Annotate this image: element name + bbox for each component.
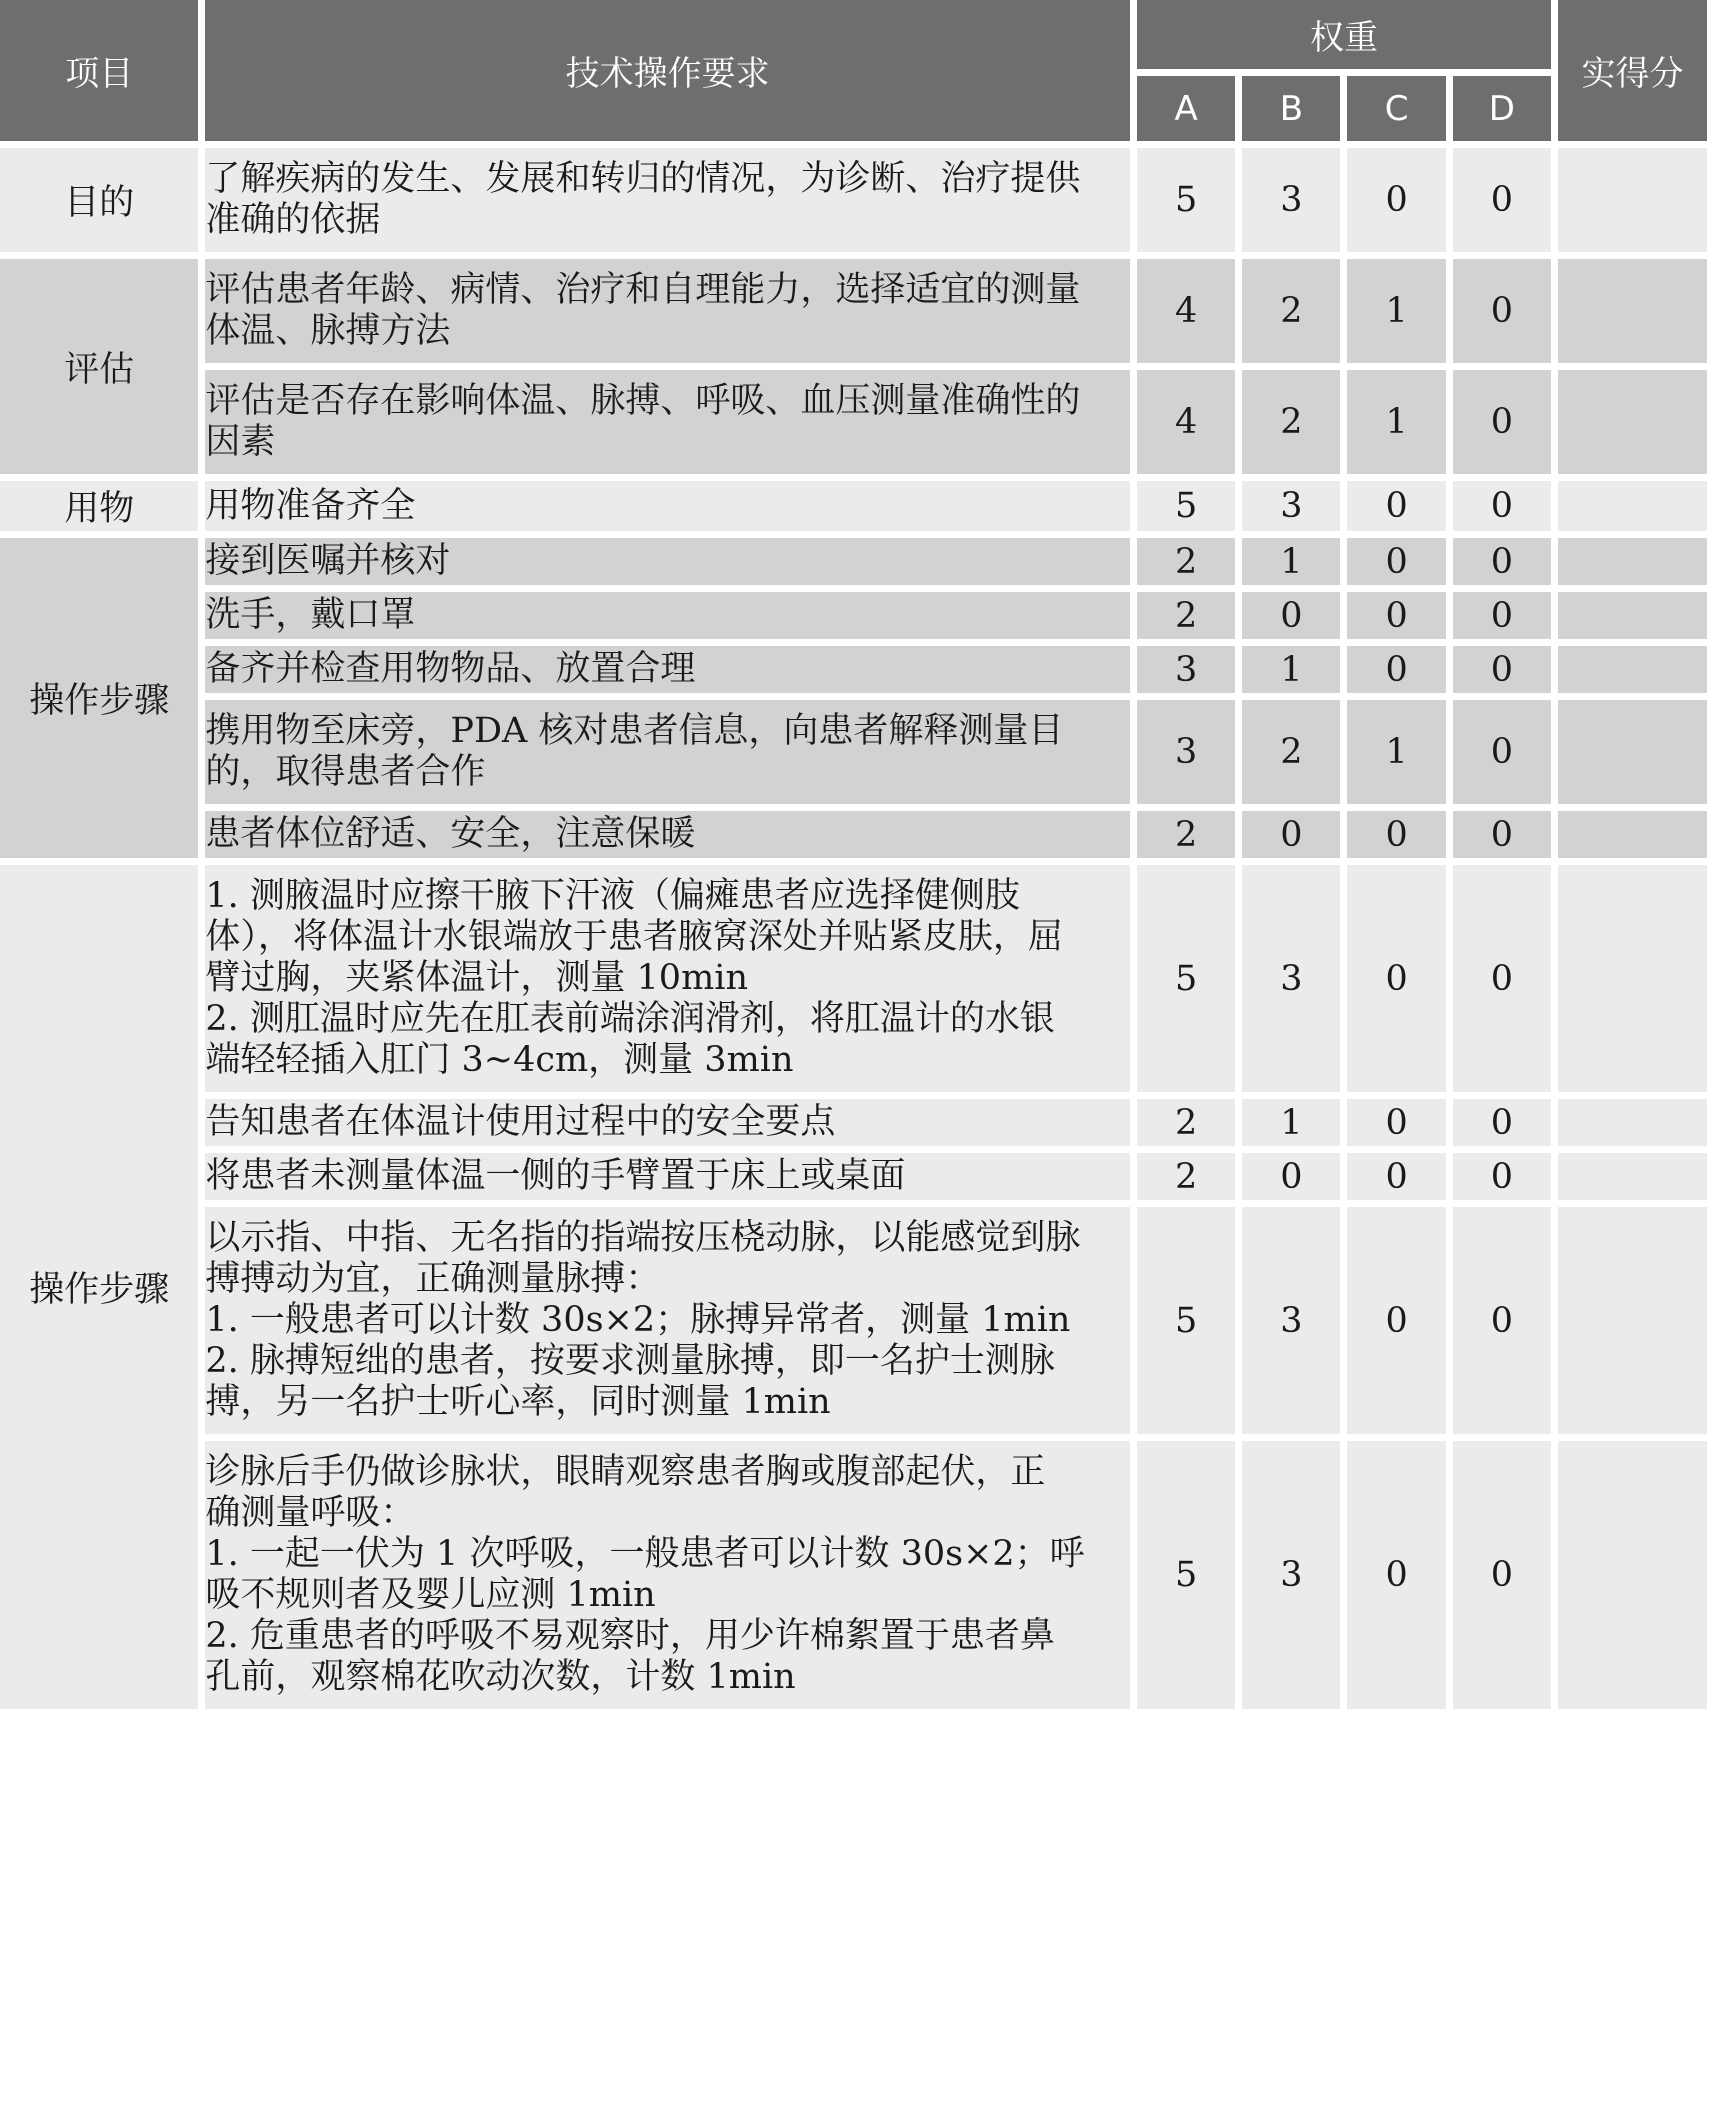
requirement-line: 搏搏动为宜，正确测量脉搏： (205, 1259, 661, 1299)
weight-d-cell: 0 (1453, 538, 1551, 585)
weight-c-cell: 0 (1347, 1099, 1445, 1146)
table-row (0, 370, 1707, 474)
requirement-cell (205, 646, 1130, 693)
table-row (0, 865, 1707, 1092)
requirement-cell (205, 538, 1130, 585)
header-grade-b: B (1242, 76, 1340, 141)
weight-c-cell: 0 (1347, 538, 1445, 585)
requirement-cell (205, 1207, 1130, 1434)
header-score: 实得分 (1558, 0, 1707, 141)
header-item: 项目 (0, 0, 198, 141)
weight-b-cell: 1 (1242, 1099, 1340, 1146)
item-cell: 评估 (0, 259, 198, 474)
requirement-line: 体），将体温计水银端放于患者腋窝深处并贴紧皮肤，屈 (205, 917, 1063, 957)
weight-b-cell: 3 (1242, 1441, 1340, 1709)
requirement-line: 的，取得患者合作 (205, 752, 486, 792)
weight-d-cell: 0 (1453, 592, 1551, 639)
item-cell: 操作步骤 (0, 538, 198, 858)
header-grade-a: A (1137, 76, 1235, 141)
score-cell (1558, 481, 1707, 531)
requirement-cell (205, 700, 1130, 804)
header-grade-c: C (1347, 76, 1445, 141)
weight-d-cell: 0 (1453, 865, 1551, 1092)
requirement-line: 以示指、中指、无名指的指端按压桡动脉，以能感觉到脉 (205, 1218, 1081, 1258)
weight-a-cell: 4 (1137, 259, 1235, 363)
table-row (0, 1441, 1707, 1709)
score-cell (1558, 370, 1707, 474)
weight-c-cell: 0 (1347, 1441, 1445, 1709)
score-cell (1558, 1207, 1707, 1434)
score-cell (1558, 700, 1707, 804)
table-row (0, 592, 1707, 639)
requirement-line: 2. 脉搏短绌的患者，按要求测量脉搏，即一名护士测脉 (205, 1341, 1055, 1381)
requirement-line: 告知患者在体温计使用过程中的安全要点 (205, 1102, 836, 1142)
requirement-line: 2. 危重患者的呼吸不易观察时，用少许棉絮置于患者鼻 (205, 1616, 1055, 1656)
weight-d-cell: 0 (1453, 646, 1551, 693)
requirement-line: 体温、脉搏方法 (205, 311, 451, 351)
weight-c-cell: 0 (1347, 148, 1445, 252)
requirement-cell (205, 1441, 1130, 1709)
requirement-cell (205, 592, 1130, 639)
weight-c-cell: 0 (1347, 592, 1445, 639)
weight-c-cell: 1 (1347, 370, 1445, 474)
requirement-cell (205, 370, 1130, 474)
weight-a-cell: 3 (1137, 646, 1235, 693)
requirement-line: 诊脉后手仍做诊脉状，眼睛观察患者胸或腹部起伏，正 (205, 1452, 1046, 1492)
weight-b-cell: 0 (1242, 1153, 1340, 1200)
header-grade-d: D (1453, 76, 1551, 141)
table-row (0, 646, 1707, 693)
weight-b-cell: 2 (1242, 370, 1340, 474)
weight-a-cell: 5 (1137, 148, 1235, 252)
weight-d-cell: 0 (1453, 1207, 1551, 1434)
table-body (0, 148, 1707, 1709)
score-cell (1558, 538, 1707, 585)
requirement-line: 备齐并检查用物物品、放置合理 (205, 649, 696, 689)
weight-d-cell: 0 (1453, 481, 1551, 531)
requirement-cell (205, 865, 1130, 1092)
weight-b-cell: 2 (1242, 259, 1340, 363)
item-cell: 用物 (0, 481, 198, 531)
weight-a-cell: 3 (1137, 700, 1235, 804)
table-row (0, 481, 1707, 531)
requirement-line: 端轻轻插入肛门 3~4cm，测量 3min (205, 1040, 794, 1080)
weight-b-cell: 1 (1242, 646, 1340, 693)
table-row (0, 259, 1707, 363)
weight-d-cell: 0 (1453, 700, 1551, 804)
requirement-line: 患者体位舒适、安全，注意保暖 (205, 814, 696, 854)
requirement-line: 接到医嘱并核对 (205, 541, 451, 581)
weight-b-cell: 3 (1242, 865, 1340, 1092)
weight-d-cell: 0 (1453, 1441, 1551, 1709)
table-row (0, 538, 1707, 585)
score-cell (1558, 1153, 1707, 1200)
score-cell (1558, 811, 1707, 858)
weight-d-cell: 0 (1453, 811, 1551, 858)
item-cell: 操作步骤 (0, 865, 198, 1709)
header-requirement: 技术操作要求 (205, 0, 1130, 141)
score-cell (1558, 865, 1707, 1092)
requirement-line: 准确的依据 (205, 200, 381, 240)
requirement-line: 1. 一般患者可以计数 30s×2；脉搏异常者，测量 1min (205, 1300, 1071, 1340)
item-cell: 目的 (0, 148, 198, 252)
score-cell (1558, 646, 1707, 693)
requirement-line: 1. 测腋温时应擦干腋下汗液（偏瘫患者应选择健侧肢 (205, 876, 1020, 916)
requirement-line: 了解疾病的发生、发展和转归的情况，为诊断、治疗提供 (205, 159, 1081, 199)
weight-a-cell: 5 (1137, 1207, 1235, 1434)
requirement-line: 臂过胸，夹紧体温计，测量 10min (205, 958, 748, 998)
weight-d-cell: 0 (1453, 1099, 1551, 1146)
requirement-line: 携用物至床旁，PDA 核对患者信息，向患者解释测量目 (205, 711, 1064, 751)
header-weight: 权重 (1137, 0, 1551, 69)
weight-b-cell: 3 (1242, 1207, 1340, 1434)
table-row (0, 1099, 1707, 1146)
requirement-cell (205, 148, 1130, 252)
weight-a-cell: 5 (1137, 865, 1235, 1092)
weight-a-cell: 2 (1137, 1153, 1235, 1200)
requirement-line: 评估是否存在影响体温、脉搏、呼吸、血压测量准确性的 (205, 381, 1081, 421)
requirement-line: 2. 测肛温时应先在肛表前端涂润滑剂，将肛温计的水银 (205, 999, 1055, 1039)
requirement-line: 1. 一起一伏为 1 次呼吸，一般患者可以计数 30s×2；呼 (205, 1534, 1085, 1574)
requirement-line: 孔前，观察棉花吹动次数，计数 1min (205, 1657, 796, 1697)
score-cell (1558, 1099, 1707, 1146)
score-cell (1558, 1441, 1707, 1709)
weight-a-cell: 4 (1137, 370, 1235, 474)
weight-a-cell: 2 (1137, 592, 1235, 639)
requirement-cell (205, 811, 1130, 858)
weight-c-cell: 0 (1347, 1207, 1445, 1434)
weight-b-cell: 1 (1242, 538, 1340, 585)
weight-a-cell: 2 (1137, 811, 1235, 858)
table-row (0, 700, 1707, 804)
weight-c-cell: 0 (1347, 1153, 1445, 1200)
weight-d-cell: 0 (1453, 370, 1551, 474)
weight-c-cell: 0 (1347, 811, 1445, 858)
requirement-line: 用物准备齐全 (205, 485, 416, 526)
requirement-line: 将患者未测量体温一侧的手臂置于床上或桌面 (205, 1156, 906, 1196)
requirement-cell (205, 481, 1130, 531)
table-row (0, 1207, 1707, 1434)
table-row (0, 148, 1707, 252)
weight-a-cell: 5 (1137, 1441, 1235, 1709)
weight-c-cell: 0 (1347, 865, 1445, 1092)
requirement-line: 洗手，戴口罩 (205, 595, 416, 635)
weight-d-cell: 0 (1453, 148, 1551, 252)
requirement-line: 评估患者年龄、病情、治疗和自理能力，选择适宜的测量 (205, 270, 1081, 310)
table-header (0, 0, 1707, 141)
weight-a-cell: 2 (1137, 538, 1235, 585)
weight-c-cell: 0 (1347, 646, 1445, 693)
weight-c-cell: 0 (1347, 481, 1445, 531)
score-cell (1558, 259, 1707, 363)
weight-b-cell: 0 (1242, 592, 1340, 639)
table-row (0, 1153, 1707, 1200)
weight-b-cell: 2 (1242, 700, 1340, 804)
requirement-line: 确测量呼吸： (205, 1493, 416, 1533)
weight-b-cell: 3 (1242, 148, 1340, 252)
requirement-cell (205, 1099, 1130, 1146)
requirement-line: 搏，另一名护士听心率，同时测量 1min (205, 1382, 831, 1422)
score-cell (1558, 148, 1707, 252)
requirement-line: 因素 (205, 422, 276, 462)
weight-b-cell: 3 (1242, 481, 1340, 531)
requirement-cell (205, 1153, 1130, 1200)
requirement-line: 吸不规则者及婴儿应测 1min (205, 1575, 656, 1615)
weight-a-cell: 2 (1137, 1099, 1235, 1146)
table-row (0, 811, 1707, 858)
requirement-cell (205, 259, 1130, 363)
weight-d-cell: 0 (1453, 1153, 1551, 1200)
weight-b-cell: 0 (1242, 811, 1340, 858)
weight-c-cell: 1 (1347, 700, 1445, 804)
weight-a-cell: 5 (1137, 481, 1235, 531)
weight-d-cell: 0 (1453, 259, 1551, 363)
score-cell (1558, 592, 1707, 639)
weight-c-cell: 1 (1347, 259, 1445, 363)
